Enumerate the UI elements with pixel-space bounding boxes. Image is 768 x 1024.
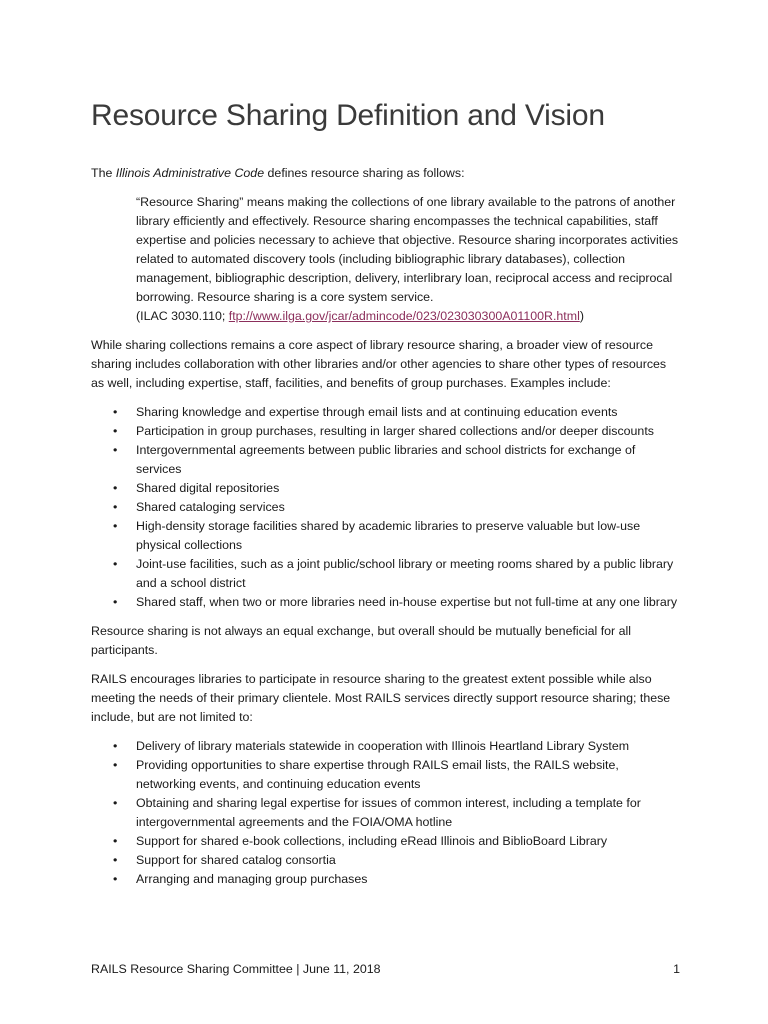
list-item bbox=[91, 517, 681, 555]
bullet-icon: • bbox=[113, 853, 118, 867]
list-item-text: Providing opportunities to share expertise through RAILS email lists, the RAILS website, networking events, and continuing education events bbox=[136, 758, 619, 791]
list-item-text: Intergovernmental agreements between public libraries and school districts for exchange of services bbox=[136, 443, 636, 476]
bullet-icon: • bbox=[113, 739, 118, 753]
list-item-text: Shared cataloging services bbox=[136, 500, 285, 514]
list-item-text: Shared staff, when two or more libraries need in-house expertise but not full-time at any one library bbox=[136, 595, 678, 609]
bullet-icon: • bbox=[113, 796, 118, 810]
page-number: 1 bbox=[673, 962, 680, 976]
page-title: Resource Sharing Definition and Vision bbox=[91, 99, 605, 132]
list-item bbox=[91, 851, 681, 870]
bullet-icon: • bbox=[113, 834, 118, 848]
rails-paragraph: RAILS encourages libraries to participate in resource sharing to the greatest extent possible while also meeting the needs of their primary clientele. Most RAILS services directly support resource sharing; these include, but are not limited to: bbox=[91, 672, 671, 724]
citation-suffix: ) bbox=[579, 309, 584, 323]
broader-view-paragraph: While sharing collections remains a core aspect of library resource sharing, a broader view of resource sharing includes collaboration with other libraries and/or other agencies to share other types of resources as well, including expertise, staff, facilities, and benefits of group purchases. Examples include: bbox=[91, 338, 667, 390]
list-item bbox=[91, 498, 681, 517]
page-footer bbox=[91, 960, 680, 978]
bullet-icon: • bbox=[113, 557, 118, 571]
list-item-text: Arranging and managing group purchases bbox=[136, 872, 368, 886]
intro-suffix: defines resource sharing as follows: bbox=[264, 166, 465, 180]
definition-quote bbox=[136, 193, 681, 326]
list-item bbox=[91, 403, 681, 422]
bullet-icon: • bbox=[113, 424, 118, 438]
list-item bbox=[91, 479, 681, 498]
services-list bbox=[91, 737, 681, 889]
list-item-text: Joint-use facilities, such as a joint public/school library or meeting rooms shared by a public library and a school district bbox=[136, 557, 674, 590]
list-item bbox=[91, 593, 681, 612]
list-item-text: Sharing knowledge and expertise through email lists and at continuing education events bbox=[136, 405, 618, 419]
bullet-icon: • bbox=[113, 443, 118, 457]
list-item-text: Support for shared e-book collections, including eRead Illinois and BiblioBoard Library bbox=[136, 834, 608, 848]
intro-paragraph bbox=[91, 164, 681, 183]
bullet-icon: • bbox=[113, 595, 118, 609]
list-item bbox=[91, 737, 681, 756]
list-item bbox=[91, 870, 681, 889]
list-item bbox=[91, 422, 681, 441]
list-item bbox=[91, 441, 681, 479]
intro-prefix: The bbox=[91, 166, 116, 180]
list-item bbox=[91, 794, 681, 832]
document-body bbox=[91, 164, 681, 899]
code-name: Illinois Administrative Code bbox=[115, 166, 265, 180]
bullet-icon: • bbox=[113, 405, 118, 419]
bullet-icon: • bbox=[113, 500, 118, 514]
list-item-text: Shared digital repositories bbox=[136, 481, 280, 495]
bullet-icon: • bbox=[113, 519, 118, 533]
bullet-icon: • bbox=[113, 872, 118, 886]
list-item-text: High-density storage facilities shared by academic libraries to preserve valuable but low-use physical collections bbox=[136, 519, 641, 552]
list-item bbox=[91, 555, 681, 593]
quote-text: “Resource Sharing” means making the collections of one library available to the patrons of another library efficiently and effectively. Resource sharing encompasses the technical capabilities, staff expertise and policies necessary to achieve that objective. Resource sharing incorporates activities related to automated discovery tools (including bibliographic library databases), collection management, bibliographic description, delivery, interlibrary loan, reciprocal access and reciprocal borrowing. Resource sharing is a core system service. bbox=[136, 195, 679, 304]
list-item-text: Support for shared catalog consortia bbox=[136, 853, 336, 867]
citation-link[interactable]: ftp://www.ilga.gov/jcar/admincode/023/023030300A01100R.html bbox=[228, 309, 580, 323]
citation-prefix: (ILAC 3030.110; bbox=[136, 309, 229, 323]
list-item bbox=[91, 832, 681, 851]
list-item-text: Delivery of library materials statewide in cooperation with Illinois Heartland Library System bbox=[136, 739, 630, 753]
list-item-text: Obtaining and sharing legal expertise for issues of common interest, including a template for intergovernmental agreements and the FOIA/OMA hotline bbox=[136, 796, 641, 829]
bullet-icon: • bbox=[113, 758, 118, 772]
list-item bbox=[91, 756, 681, 794]
bullet-icon: • bbox=[113, 481, 118, 495]
examples-list bbox=[91, 403, 681, 612]
footer-text: RAILS Resource Sharing Committee | June 11, 2018 bbox=[91, 962, 381, 976]
exchange-paragraph: Resource sharing is not always an equal exchange, but overall should be mutually beneficial for all participants. bbox=[91, 624, 631, 657]
list-item-text: Participation in group purchases, resulting in larger shared collections and/or deeper discounts bbox=[136, 424, 654, 438]
